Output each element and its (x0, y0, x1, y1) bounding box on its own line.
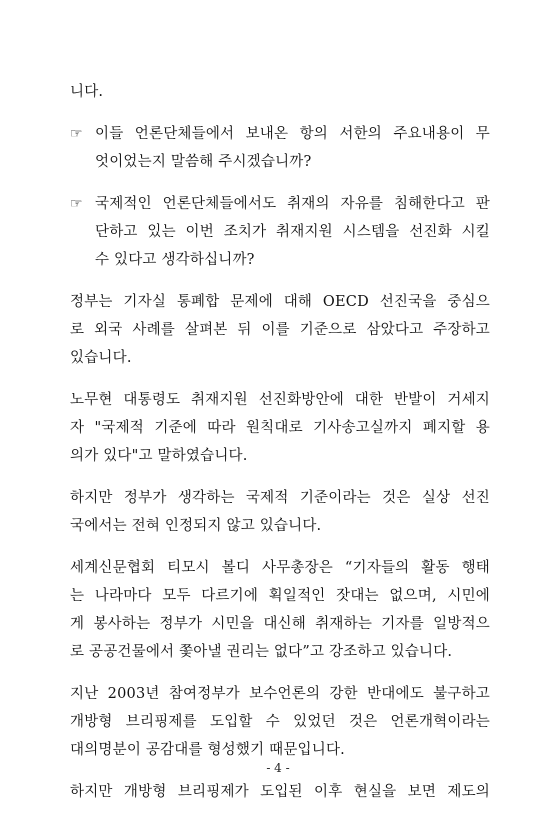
text-line: 단하고 있는 이번 조치가 취재지원 시스템을 선진화 시킬 (95, 224, 490, 240)
intro-paragraph (70, 78, 490, 106)
text-line: 수 있다고 생각하십니까? (95, 252, 255, 268)
text-line: 하지만 정부가 생각하는 국제적 기준이라는 것은 실상 선진 (70, 490, 490, 506)
body-paragraph-6 (70, 778, 490, 806)
body-paragraph-1 (70, 288, 490, 372)
question-bullet-1 (70, 120, 490, 176)
question-bullet-2 (70, 190, 490, 274)
text-line: 는 나라마다 모두 다르기에 획일적인 잣대는 없으며, 시민에 (70, 588, 490, 604)
text-line: 있습니다. (70, 350, 132, 366)
text-line: 대의명분이 공감대를 형성했기 때문입니다. (70, 742, 345, 758)
text-line: 국에서는 전혀 인정되지 않고 있습니다. (70, 518, 322, 534)
text-line: 엇이었는지 말씀해 주시겠습니까? (95, 154, 312, 170)
page-number: - 4 - (266, 761, 290, 775)
text-line: 세계신문협회 티모시 볼디 사무총장은 “기자들의 활동 행태 (70, 560, 490, 576)
page-content (70, 78, 490, 820)
text-line: 로 공공건물에서 쫓아낼 권리는 없다”고 강조하고 있습니다. (70, 644, 453, 660)
text-line: 로 외국 사례를 살펴본 뒤 이를 기준으로 삼았다고 주장하고 (70, 322, 490, 338)
text-line: 국제적인 언론단체들에서도 취재의 자유를 침해한다고 판 (95, 196, 490, 212)
text-line: 의가 있다"고 말하였습니다. (70, 448, 248, 464)
text-line: 개방형 브리핑제를 도입할 수 있었던 것은 언론개혁이라는 (70, 714, 490, 730)
text-line: 니다. (70, 84, 104, 100)
text-line: 게 봉사하는 정부가 시민을 대신해 취재하는 기자를 일방적으 (70, 616, 490, 632)
text-line: 정부는 기자실 통폐합 문제에 대해 OECD 선진국을 중심으 (70, 294, 490, 310)
pointing-hand-icon: ☞ (70, 126, 83, 142)
body-paragraph-5 (70, 680, 490, 764)
text-line: 이들 언론단체들에서 보내온 항의 서한의 주요내용이 무 (95, 126, 490, 142)
text-line: 하지만 개방형 브리핑제가 도입된 이후 현실을 보면 제도의 (70, 784, 490, 800)
text-line: 노무현 대통령도 취재지원 선진화방안에 대한 반발이 거세지 (70, 392, 490, 408)
text-line: 자 "국제적 기준에 따라 원칙대로 기사송고실까지 폐지할 용 (70, 420, 490, 436)
body-paragraph-2 (70, 386, 490, 470)
pointing-hand-icon: ☞ (70, 196, 83, 212)
text-line: 지난 2003년 참여정부가 보수언론의 강한 반대에도 불구하고 (70, 686, 490, 702)
body-paragraph-4 (70, 554, 490, 666)
body-paragraph-3 (70, 484, 490, 540)
